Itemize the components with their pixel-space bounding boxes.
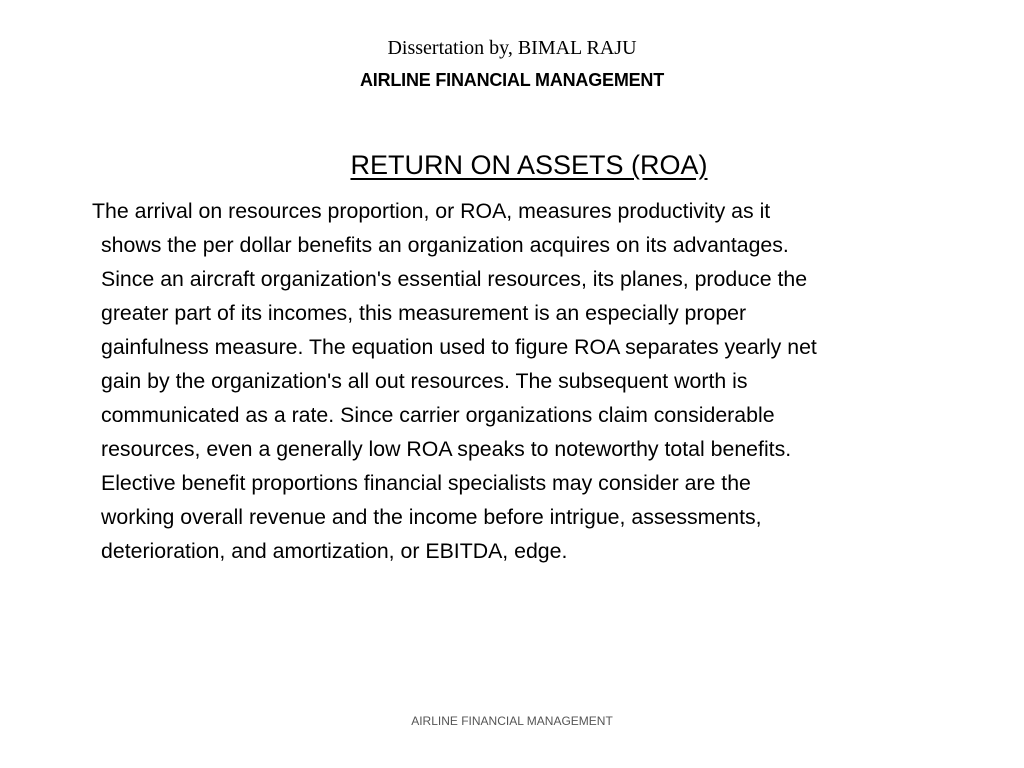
- section-title: RETURN ON ASSETS (ROA): [350, 150, 708, 180]
- footer-label: AIRLINE FINANCIAL MANAGEMENT: [411, 714, 613, 728]
- paragraph-line: Since an aircraft organization's essential resources, its planes, produce the: [101, 267, 808, 291]
- paragraph-line: gain by the organization's all out resources. The subsequent worth is: [101, 369, 748, 393]
- document-title: AIRLINE FINANCIAL MANAGEMENT: [359, 70, 665, 90]
- paragraph-line: communicated as a rate. Since carrier organizations claim considerable: [101, 403, 775, 427]
- paragraph-line: deterioration, and amortization, or EBITDA, edge.: [101, 539, 568, 563]
- author-line: Dissertation by, BIMAL RAJU: [387, 37, 637, 59]
- paragraph-line: Elective benefit proportions financial specialists may consider are the: [101, 471, 751, 495]
- paragraph-line: working overall revenue and the income before intrigue, assessments,: [101, 505, 762, 529]
- paragraph-line: gainfulness measure. The equation used to figure ROA separates yearly net: [101, 335, 817, 359]
- paragraph-line: greater part of its incomes, this measurement is an especially proper: [101, 301, 747, 325]
- paragraph-line: resources, even a generally low ROA speaks to noteworthy total benefits.: [101, 437, 792, 461]
- paragraph-line: shows the per dollar benefits an organization acquires on its advantages.: [101, 233, 789, 257]
- paragraph-line: The arrival on resources proportion, or ROA, measures productivity as it: [92, 199, 771, 223]
- body-paragraph: [92, 194, 992, 568]
